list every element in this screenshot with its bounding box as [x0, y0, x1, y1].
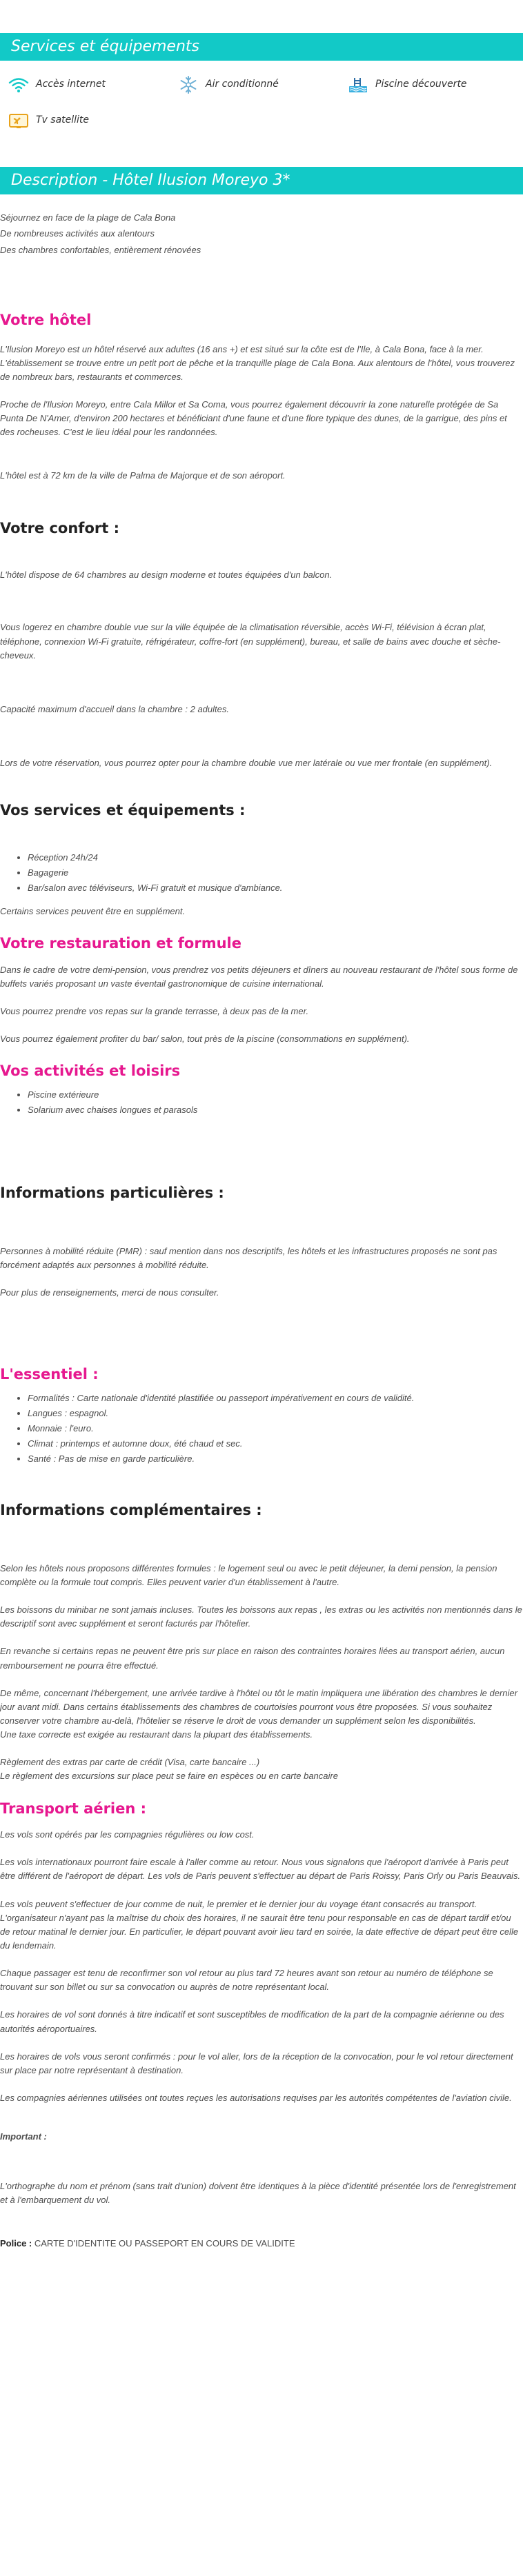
section-title: Transport aérien : — [0, 1800, 147, 1817]
section-title: Informations particulières : — [0, 1185, 224, 1202]
services-banner: Services et équipements — [0, 33, 523, 61]
list-item: • Climat : printemps et automne doux, été chaud et sec. — [28, 1437, 523, 1451]
equipment-label: Air conditionné — [206, 79, 279, 90]
paragraph: Les boissons du minibar ne sont jamais incluses. Toutes les boissons aux repas , les extras ou les activités non mentionnés dans le descriptif sont avec supplément et seront facturés par l'hôtelier. — [0, 1604, 522, 1629]
paragraph: Vous pourrez également profiter du bar/ salon, tout près de la piscine (consommations en supplément). — [0, 1034, 410, 1045]
list-item: • Piscine extérieure — [28, 1088, 523, 1102]
paragraph: Les horaires de vols vous seront confirmés : pour le vol aller, lors de la réception de la convocation, pour le vol retour directement sur place par notre représentant à destination. — [0, 2051, 513, 2075]
activites-list — [0, 1088, 523, 1117]
paragraph: De même, concernant l'hébergement, une arrivée tardive à l'hôtel ou tôt le matin impliquera une libération des chambres le dernier jour avant midi. Dans certains établissements des chambres de courtoisies pourront vous être proposées. Si vous souhaitez conserver votre chambre au-delà, l'hôtelier se réserve le droit de vous demander un supplément selon les disponibilités. — [0, 1687, 517, 1727]
paragraph: Les horaires de vol sont donnés à titre indicatif et sont susceptibles de modification de la part de la compagnie aérienne ou des autorités aéroportuaires. — [0, 2009, 504, 2034]
paragraph: Une taxe correcte est exigée au restaurant dans la plupart des établissements. — [0, 1729, 313, 1740]
section-complementaires — [0, 1499, 523, 1783]
section-title: Vos activités et loisirs — [0, 1063, 181, 1080]
paragraph: Chaque passager est tenu de reconfirmer son vol retour au plus tard 72 heures avant son retour au numéro de téléphone se trouvant sur son billet ou sur sa convocation ou auprès de notre représentant local. — [0, 1968, 493, 1993]
section-essentiel — [0, 1363, 523, 1466]
list-item: • Langues : espagnol. — [28, 1407, 523, 1420]
list-item: • Bagagerie — [28, 866, 523, 880]
paragraph: Proche de l'Ilusion Moreyo, entre Cala Millor et Sa Coma, vous pourrez également découvrir la zone naturelle protégée de Sa Punta De N'Amer, d'environ 200 hectares et bénéficiant d'une faune et d'une flore typique des dunes, de la garrigue, des pins et des rocheuses. C'est le lieu idéal pour les randonnées. — [0, 399, 507, 438]
paragraph: Le règlement des excursions sur place peut se faire en espèces ou en carte bancaire — [0, 1771, 338, 1782]
paragraph: Lors de votre réservation, vous pourrez opter pour la chambre double vue mer latérale ou vue mer frontale (en supplément). — [0, 757, 493, 768]
equipment-air — [177, 74, 346, 95]
paragraph: L'Ilusion Moreyo est un hôtel réservé aux adultes (16 ans +) et est situé sur la côte est de l'Ile, à Cala Bona, face à la mer. L'établissement se trouve entre un petit port de pêche et la tranquille plage de Cala Bona. Aux alentours de l'hôtel, vous trouverez de nombreux bars, restaurants et commerces. — [0, 343, 515, 382]
satellite-tv-icon — [7, 111, 30, 130]
pool-icon — [346, 75, 370, 94]
section-confort — [0, 517, 523, 770]
list-item: • Monnaie : l'euro. — [28, 1422, 523, 1436]
section-particulieres — [0, 1182, 523, 1300]
paragraph: Capacité maximum d'accueil dans la chambre : 2 adultes. — [0, 703, 229, 714]
section-title: Vos services et équipements : — [0, 802, 246, 819]
paragraph: L'hôtel est à 72 km de la ville de Palma de Majorque et de son aéroport. — [0, 470, 286, 481]
section-transport — [0, 1798, 523, 2106]
paragraph: Les vols sont opérés par les compagnies régulières ou low cost. — [0, 1829, 255, 1840]
equipment-pool — [346, 74, 516, 95]
paragraph: En revanche si certains repas ne peuvent être pris sur place en raison des contraintes horaires liées au transport aérien, aucun remboursement ne pourra être effectué. — [0, 1646, 505, 1671]
paragraph: Personnes à mobilité réduite (PMR) : sauf mention dans nos descriptifs, les hôtels et les infrastructures proposés ne sont pas forcément adaptés aux personnes à mobilité réduite. — [0, 1245, 497, 1270]
section-important — [0, 2130, 523, 2251]
intro — [0, 210, 523, 258]
police-value: CARTE D'IDENTITE OU PASSEPORT EN COURS DE VALIDITE — [32, 2237, 295, 2248]
section-activites — [0, 1060, 523, 1117]
section-title: Votre restauration et formule — [0, 935, 241, 952]
list-item: • Bar/salon avec téléviseurs, Wi-Fi gratuit et musique d'ambiance. — [28, 881, 523, 895]
equipment-label: Tv satellite — [36, 114, 90, 126]
essentiel-list — [0, 1391, 523, 1467]
page — [0, 33, 523, 2251]
section-restauration — [0, 932, 523, 1046]
important-title: Important : — [0, 2131, 47, 2142]
list-item: • Solarium avec chaises longues et parasols — [28, 1103, 523, 1117]
list-item: • Réception 24h/24 — [28, 851, 523, 865]
paragraph: Les vols peuvent s'effectuer de jour comme de nuit, le premier et le dernier jour du voyage étant consacrés au transport. L'organisateur n'ayant pas la maîtrise du choix des horaires, il ne saurait être tenu pour responsable en cas de départ tardif et/ou de retour matinal le dernier jour. En particulier, le départ pouvant avoir lieu tard en soirée, la date effective de départ peut être celle du lendemain. — [0, 1898, 519, 1951]
equipment-internet — [7, 74, 177, 95]
snowflake-icon — [177, 75, 200, 94]
paragraph: Règlement des extras par carte de crédit (Visa, carte bancaire ...) — [0, 1757, 260, 1768]
equipment-label: Accès internet — [36, 79, 106, 90]
equipment-tv — [7, 110, 177, 131]
paragraph: Dans le cadre de votre demi-pension, vous prendrez vos petits déjeuners et dîners au nouveau restaurant de l'hôtel sous forme de buffets variés proposant un vaste éventail gastronomique de cuisine international. — [0, 964, 518, 989]
paragraph: Les compagnies aériennes utilisées ont toutes reçues les autorisations requises par les autorités compétentes de l'aviation civile. — [0, 2092, 512, 2103]
police-line — [0, 2237, 523, 2251]
section-services — [0, 799, 523, 918]
paragraph: Les vols internationaux pourront faire escale à l'aller comme au retour. Nous vous signalons que l'aéroport d'arrivée à Paris peut être différent de l'aéroport de départ. Les vols de Paris peuvent s'effectuer au départ de Paris Roissy, Paris Orly ou Paris Beauvais. — [0, 1857, 521, 1882]
wifi-icon — [7, 75, 30, 94]
list-item: • Formalités : Carte nationale d'identité plastifiée ou passeport impérativement en cours de validité. — [28, 1391, 523, 1405]
paragraph: Certains services peuvent être en supplément. — [0, 906, 186, 917]
description-content — [0, 210, 523, 2251]
paragraph: L'orthographe du nom et prénom (sans trait d'union) doivent être identiques à la pièce d'identité présentée lors de l'enregistrement et à l'embarquement du vol. — [0, 2181, 516, 2206]
section-votre-hotel — [0, 309, 523, 483]
services-list — [0, 851, 523, 895]
intro-line: Des chambres confortables, entièrement rénovées — [0, 244, 201, 255]
description-banner: Description - Hôtel Ilusion Moreyo 3* — [0, 167, 523, 194]
paragraph: Selon les hôtels nous proposons différentes formules : le logement seul ou avec le petit déjeuner, la demi pension, la pension complète ou la formule tout compris. Elles peuvent varier d'un établissement à l'autre. — [0, 1562, 497, 1588]
equipment-grid — [0, 61, 523, 146]
section-title: Votre confort : — [0, 519, 119, 536]
section-title: Votre hôtel — [0, 312, 92, 329]
equipment-label: Piscine découverte — [375, 79, 467, 90]
paragraph: Vous pourrez prendre vos repas sur la grande terrasse, à deux pas de la mer. — [0, 1006, 309, 1017]
paragraph: L'hôtel dispose de 64 chambres au design moderne et toutes équipées d'un balcon. — [0, 570, 333, 581]
paragraph: Pour plus de renseignements, merci de nous consulter. — [0, 1287, 219, 1298]
police-label: Police : — [0, 2237, 32, 2248]
section-title: L'essentiel : — [0, 1366, 99, 1383]
list-item: • Santé : Pas de mise en garde particulière. — [28, 1452, 523, 1466]
paragraph: Vous logerez en chambre double vue sur la ville équipée de la climatisation réversible, accès Wi-Fi, télévision à écran plat, téléphone, connexion Wi-Fi gratuite, réfrigérateur, coffre-fort (en supplément), bureau, et salle de bains avec douche et sèche-cheveux. — [0, 622, 501, 661]
section-title: Informations complémentaires : — [0, 1502, 262, 1519]
intro-line: De nombreuses activités aux alentours — [0, 228, 155, 239]
intro-line: Séjournez en face de la plage de Cala Bona — [0, 212, 176, 223]
